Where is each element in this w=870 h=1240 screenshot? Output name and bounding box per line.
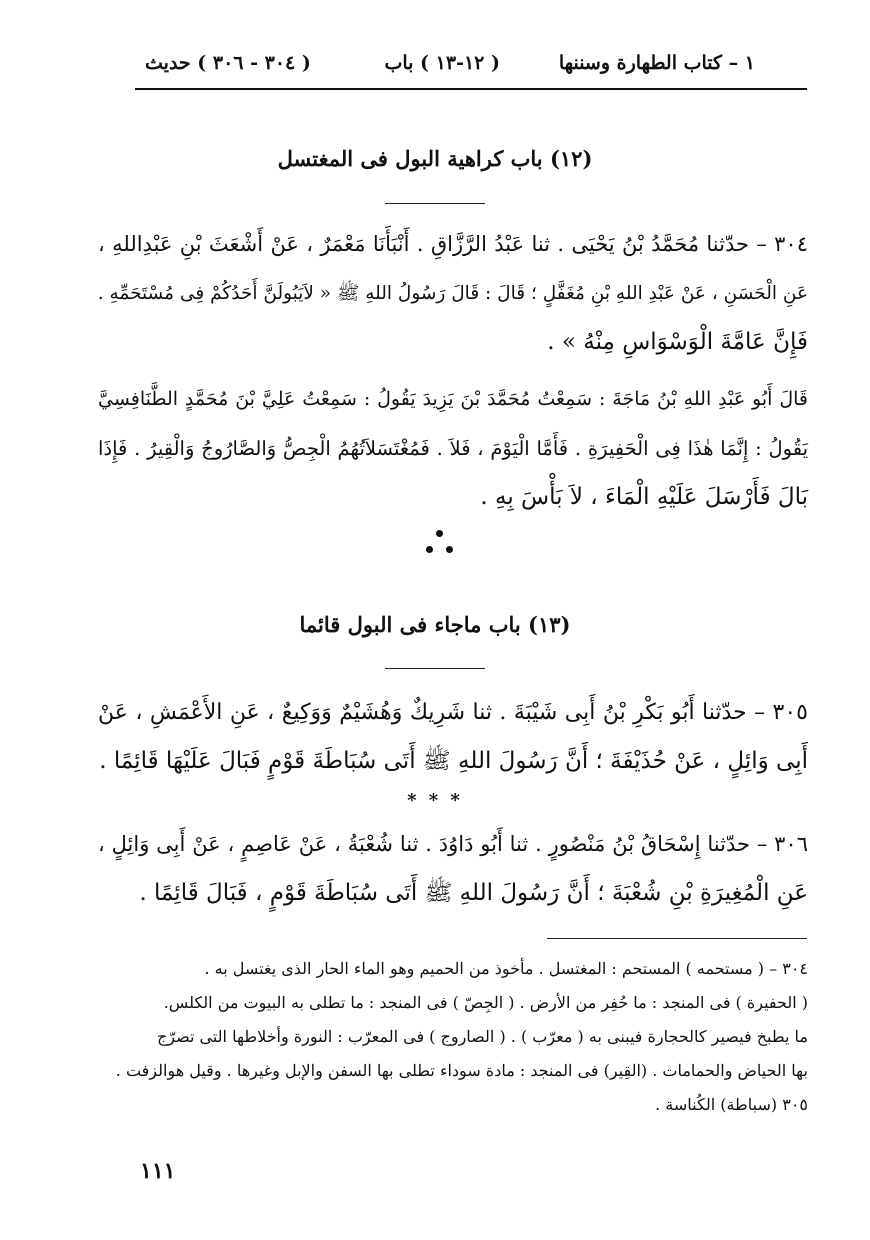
footnotes [100, 952, 808, 1122]
header-chapter-range: ( ١٢-١٣ ) باب [384, 52, 500, 74]
hadith-304-line-1: ٣٠٤ – حدّثنا مُحَمَّدُ بْنُ يَحْيَى . ثنا عَبْدُ الرَّزَّاقِ . أَنْبَأَنَا مَعْمَرٌ ، عَنْ أَشْعَثَ بْنِ عَبْدِاللهِ ، [98, 232, 808, 256]
hadith-306 [98, 820, 808, 918]
footnote-line-3: ما يطبخ فيصير كالحجارة فيبنى به ( معرّب ) . ( الصاروج ) فى المعرّب : النورة وأخلاطها التى تصرّج [156, 1027, 808, 1046]
hadith-306-line-2: عَنِ الْمُغِيرَةِ بْنِ شُعْبَةَ ؛ أَنَّ رَسُولَ اللهِ ﷺ أَتَى سُبَاطَةَ قَوْمٍ ، فَبَالَ قَائِمًا . [139, 880, 808, 906]
hadith-305-line-2: أَبِى وَائِلٍ ، عَنْ حُذَيْفَةَ ؛ أَنَّ رَسُولَ اللهِ ﷺ أَتَى سُبَاطَةَ قَوْمٍ فَبَالَ عَلَيْهَا قَائِمًا . [99, 748, 808, 774]
hadith-305 [98, 688, 808, 786]
footnote-line-4: بها الحياض والحمامات . (القِير) فى المنجد : مادة سوداء تطلى بها السفن والإبل وغيرها . وقيل هوالزفت . [115, 1061, 808, 1080]
hadith-305-line-1: ٣٠٥ – حدّثنا أَبُو بَكْرِ بْنُ أَبِى شَيْبَةَ . ثنا شَرِيكٌ وَهُشَيْمٌ وَوَكِيعٌ ، عَنِ الأَعْمَشِ ، عَنْ [98, 700, 808, 725]
chapter-13-rule [385, 668, 485, 669]
section-divider-dots [420, 528, 460, 560]
header-hadith-range: ( ٣٠٤ - ٣٠٦ ) حديث [145, 52, 311, 74]
footnote-line-1: ٣٠٤ – ( مستحمه ) المستحم : المغتسل . مأخوذ من الحميم وهو الماء الحار الذى يغتسل به . [204, 959, 808, 978]
header-rule [135, 88, 807, 90]
footnote-rule [547, 938, 807, 939]
hadith-304 [98, 220, 808, 367]
footnote-line-5: ٣٠٥ (سباطة) الكُناسة . [655, 1095, 808, 1114]
note-line-2: يَقُولُ : إِنَّمَا هٰذَا فِى الْحَفِيرَةِ . فَأَمَّا الْيَوْمَ ، فَلاَ . فَمُغْتَسَلاَتُهُمُ الْجِصُّ وَالصَّارُوجُ وَالْقِيرُ . فَإِذَا [98, 437, 808, 460]
note-line-1: قَالَ أَبُو عَبْدِ اللهِ بْنُ مَاجَةَ : سَمِعْتُ مُحَمَّدَ بْنَ يَزِيدَ يَقُولُ : سَمِعْتُ عَلِيَّ بْنَ مُحَمَّدٍ الطَّنَافِسِيَّ [98, 388, 808, 410]
chapter-12-rule [385, 203, 485, 204]
note-line-3: بَالَ فَأَرْسَلَ عَلَيْهِ الْمَاءَ ، لاَ بَأْسَ بِهِ . [480, 484, 808, 510]
running-header [135, 52, 755, 88]
footnote-line-2: ( الحفيرة ) فى المنجد : ما حُفِر من الأرض . ( الجِصّ ) فى المنجد : ما تطلى به البيوت من الكلس. [163, 993, 808, 1012]
hadith-306-line-1: ٣٠٦ – حدّثنا إِسْحَاقُ بْنُ مَنْصُورٍ . ثنا أَبُو دَاوُدَ . ثنا شُعْبَةُ ، عَنْ عَاصِمٍ ، عَنْ أَبِى وَائِلٍ ، [98, 832, 808, 856]
separator-stars: * * * [407, 790, 463, 811]
note-ibn-majah [98, 375, 808, 522]
hadith-304-line-3: فَإِنَّ عَامَّةَ الْوَسْوَاسِ مِنْهُ » . [547, 329, 808, 355]
chapter-13-title: (١٣) باب ماجاء فى البول قائما [299, 612, 571, 637]
page-number: ١١١ [140, 1158, 176, 1184]
hadith-304-line-2: عَنِ الْحَسَنِ ، عَنْ عَبْدِ اللهِ بْنِ مُغَفَّلٍ ؛ قَالَ : قَالَ رَسُولُ اللهِ ﷺ « لاَيَبُولَنَّ أَحَدُكُمْ فِى مُسْتَحَمِّهِ . [97, 283, 808, 304]
header-book-title: ١ – كتاب الطهارة وسننها [558, 52, 755, 74]
chapter-12-title: (١٢) باب كراهية البول فى المغتسل [277, 146, 593, 171]
